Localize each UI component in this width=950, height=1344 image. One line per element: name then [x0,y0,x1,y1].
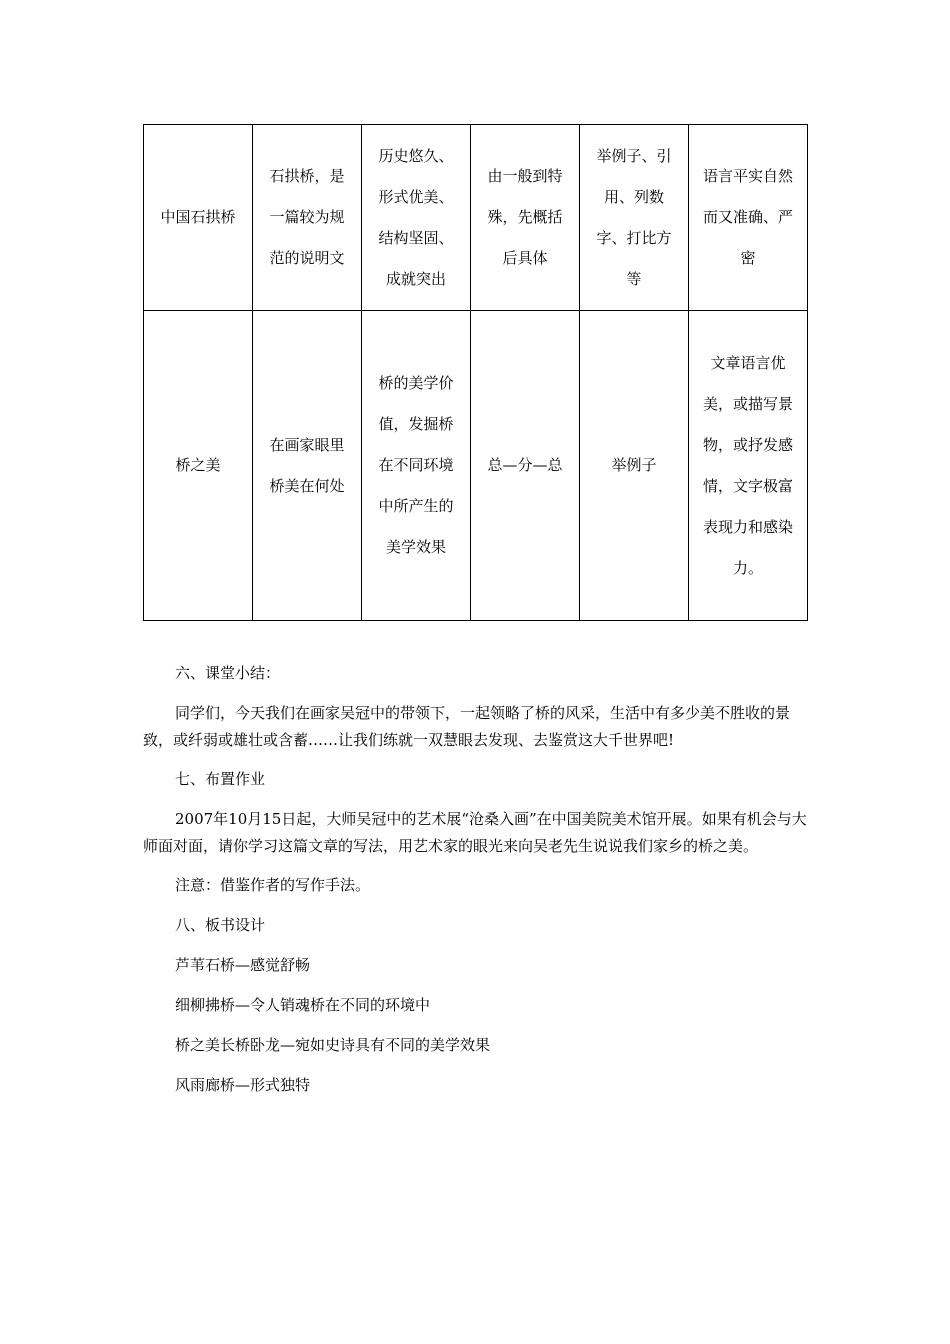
document-body [143,660,807,1112]
summary-heading: 六、课堂小结： [175,664,281,682]
table-cell-title: 桥之美 [144,311,253,621]
board-line: 细柳拂桥—令人销魂桥在不同的环境中 [175,996,431,1014]
homework-heading: 七、布置作业 [175,770,266,788]
table-row [144,125,808,311]
homework-paragraph: 2007年10月15日起，大师吴冠中的艺术展“沧桑入画”在中国美院美术馆开展。如果有机会与大师面对面，请你学习这篇文章的写法，用艺术家的眼光来向吴老先生说说我们家乡的桥之美。 [143,810,807,855]
table-cell-method: 举例子、引用、列数字、打比方等 [580,125,689,311]
board-line: 桥之美长桥卧龙—宛如史诗具有不同的美学效果 [175,1036,491,1054]
table-cell-content: 桥的美学价值，发掘桥在不同环境中所产生的美学效果 [362,311,471,621]
table-cell-content: 历史悠久、形式优美、结构坚固、成就突出 [362,125,471,311]
board-line: 芦苇石桥—感觉舒畅 [175,956,311,974]
board-line: 风雨廊桥—形式独特 [175,1076,311,1094]
table-cell-order: 总—分—总 [471,311,580,621]
table-cell-order: 由一般到特殊，先概括后具体 [471,125,580,311]
table-cell-language: 文章语言优美，或描写景物，或抒发感情，文字极富表现力和感染力。 [689,311,808,621]
comparison-table [143,124,808,621]
board-heading: 八、板书设计 [175,916,266,934]
table-cell-language: 语言平实自然而又准确、严密 [689,125,808,311]
table-cell-title: 中国石拱桥 [144,125,253,311]
table-cell-genre: 在画家眼里桥美在何处 [253,311,362,621]
summary-paragraph: 同学们，今天我们在画家吴冠中的带领下，一起领略了桥的风采，生活中有多少美不胜收的景致，或纤弱或雄壮或含蓄……让我们练就一双慧眼去发现、去鉴赏这大千世界吧! [143,704,791,749]
table-cell-genre: 石拱桥，是一篇较为规范的说明文 [253,125,362,311]
note-line: 注意：借鉴作者的写作手法。 [175,876,371,894]
table-row [144,311,808,621]
table-cell-method: 举例子 [580,311,689,621]
